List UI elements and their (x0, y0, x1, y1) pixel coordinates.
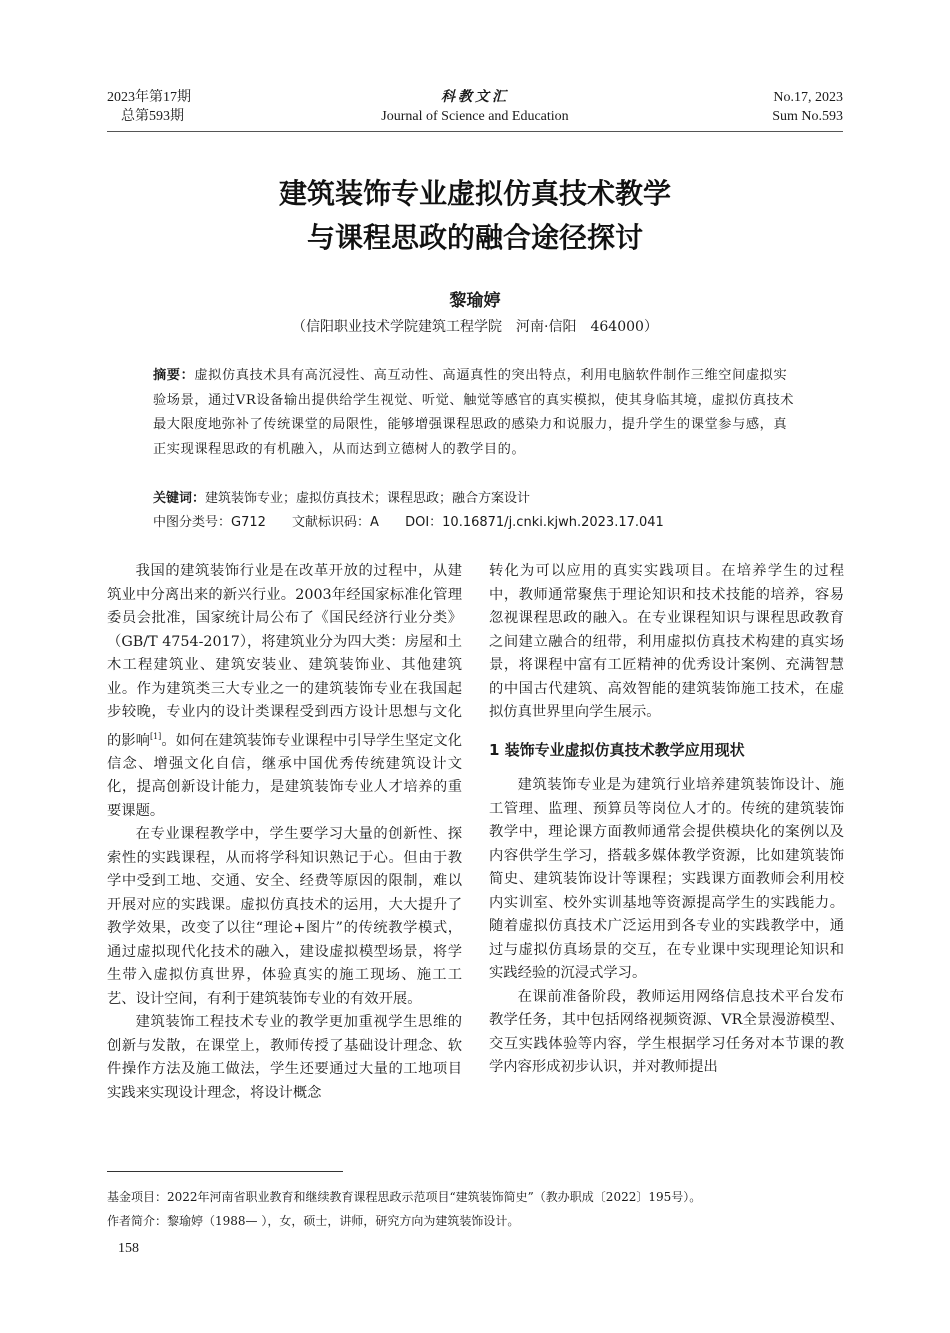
footnote-author-bio: 作者简介：黎瑜婷（1988— ），女，硕士，讲师，研究方向为建筑装饰设计。 (107, 1214, 520, 1228)
journal-name-cn: 科教文汇 (441, 90, 509, 105)
total-issue-en: Sum No.593 (772, 109, 843, 124)
paragraph-text: 我国的建筑装饰行业是在改革开放的过程中，从建筑业中分离出来的新兴行业。2003年经国家标准化管理委员会批准，国家统计局公布了《国民经济行业分类》（GB/T 4754-2017），将建筑业分为四大类：房屋和土木工程建筑业、建筑安装业、建筑装饰业、其他建筑业。作为建筑类三大专业之一的建筑装饰专业在我国起步较晚，专业内的设计类课程受到西方设计思想与文化的影响 (107, 563, 462, 749)
paragraph: 建筑装饰专业是为建筑行业培养建筑装饰设计、施工管理、监理、预算员等岗位人才的。传统的建筑装饰教学中，理论课方面教师通常会提供模块化的案例以及内容供学生学习，搭载多媒体教学资源，比如建筑装饰简史、建筑装饰设计等课程；实践课方面教师会利用校内实训室、校外实训基地等资源提高学生的实践能力。随着虚拟仿真技术广泛运用到各专业的实践教学中，通过与虚拟仿真场景的交互，在专业课中实现理论知识和实践经验的沉浸式学习。 (489, 777, 844, 981)
running-header (107, 88, 843, 128)
total-issue: 总第593期 (121, 109, 184, 124)
clc-number: 中图分类号：G712 (153, 515, 266, 530)
paragraph: 在专业课程教学中，学生要学习大量的创新性、探索性的实践课程，从而将学科知识熟记于心。但由于教学中受到工地、交通、安全、经费等原因的限制，难以开展对应的实践课。虚拟仿真技术的运用，大大提升了教学效果，改变了以往“理论+图片”的传统教学模式，通过虚拟现代化技术的融入，建设虚拟模型场景，将学生带入虚拟仿真世界，体验真实的施工现场、施工工艺、设计空间，有利于建筑装饰专业的有效开展。 (107, 826, 462, 1007)
document-code: 文献标识码：A (292, 515, 379, 530)
paragraph (107, 560, 462, 823)
paragraph: 转化为可以应用的真实实践项目。在培养学生的过程中，教师通常聚焦于理论知识和技术技能的培养，容易忽视课程思政的融入。在专业课程知识与课程思政教育之间建立融合的纽带，利用虚拟仿真技术构建的真实场景，将课程中富有工匠精神的优秀设计案例、充满智慧的中国古代建筑、高效智能的建筑装饰施工技术，在虚拟仿真世界里向学生展示。 (489, 563, 844, 720)
keywords-label: 关键词： (153, 491, 206, 506)
keywords (153, 487, 799, 511)
issue-info-en (772, 88, 843, 126)
doi: DOI：10.16871/j.cnki.kjwh.2023.17.041 (405, 515, 664, 530)
abstract-text: 虚拟仿真技术具有高沉浸性、高互动性、高逼真性的突出特点，利用电脑软件制作三维空间虚拟实验场景，通过VR设备输出提供给学生视觉、听觉、触觉等感官的真实模拟，使其身临其境，虚拟仿真技术最大限度地弥补了传统课堂的局限性，能够增强课程思政的感染力和说服力，提升学生的课堂参与感，真正实现课程思政的有机融入，从而达到立德树人的教学目的。 (153, 368, 795, 457)
paragraph: 建筑装饰工程技术专业的教学更加重视学生思维的创新与发散，在课堂上，教师传授了基础设计理念、软件操作方法及施工做法，学生还要通过大量的工地项目实践来实现设计理念，将设计概念 (107, 1014, 462, 1101)
issue-number-en: No.17, 2023 (773, 90, 843, 105)
journal-name-en: Journal of Science and Education (381, 109, 569, 124)
header-divider (107, 131, 843, 132)
abstract-label: 摘要： (153, 368, 195, 383)
issue-number: 2023年第17期 (107, 90, 191, 105)
journal-name (107, 88, 843, 126)
author-name: 黎瑜婷 (449, 291, 501, 311)
footnote-funding: 基金项目：2022年河南省职业教育和继续教育课程思政示范项目“建筑装饰简史”（教办职成〔2022〕195号）。 (107, 1190, 702, 1204)
citation-ref[interactable]: [1] (149, 731, 162, 741)
classification-line (153, 511, 799, 535)
paragraph-text-tail: 。如何在建筑装饰专业课程中引导学生坚定文化信念、增强文化自信，继承中国优秀传统建筑设计文化，提高创新设计能力，是建筑装饰专业人才培养的重要课题。 (107, 732, 463, 819)
abstract (153, 364, 799, 462)
article-title (0, 172, 950, 260)
keywords-text: 建筑装饰专业；虚拟仿真技术；课程思政；融合方案设计 (205, 491, 531, 506)
section-heading: 1 装饰专业虚拟仿真技术教学应用现状 (489, 740, 745, 759)
body-column-left (107, 560, 462, 1105)
title-line-1: 建筑装饰专业虚拟仿真技术教学 (278, 177, 671, 210)
author-affiliation: （信阳职业技术学院建筑工程学院 河南·信阳 464000） (292, 319, 658, 335)
footnote-divider (107, 1171, 343, 1172)
title-line-2: 与课程思政的融合途径探讨 (306, 221, 643, 254)
paragraph: 在课前准备阶段，教师运用网络信息技术平台发布教学任务，其中包括网络视频资源、VR全景漫游模型、交互实践体验等内容，学生根据学习任务对本节课的教学内容形成初步认识，并对教师提出 (489, 988, 844, 1075)
page-number: 158 (118, 1241, 139, 1256)
body-column-right (489, 560, 844, 1080)
